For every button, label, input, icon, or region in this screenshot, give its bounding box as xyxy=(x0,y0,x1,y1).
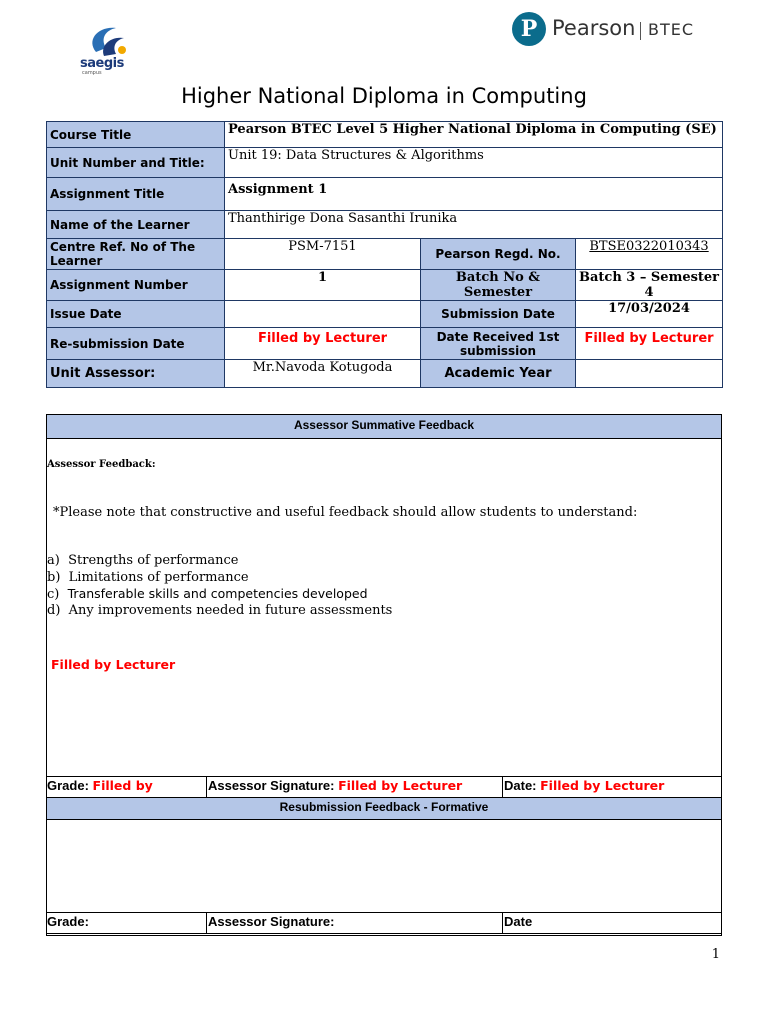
signature-value: Filled by Lecturer xyxy=(338,778,463,793)
date-label: Date: xyxy=(504,778,537,793)
course-title-label: Course Title xyxy=(47,122,225,148)
list-item xyxy=(47,570,249,585)
table-row xyxy=(47,328,723,360)
unit-assessor-label: Unit Assessor: xyxy=(47,360,225,388)
grade-row xyxy=(47,776,721,798)
date-value: Filled by Lecturer xyxy=(540,778,665,793)
table-row xyxy=(47,178,723,211)
point-improvements: Any improvements needed in future assessments xyxy=(68,603,393,618)
grade-cell xyxy=(47,777,205,797)
saegis-logo xyxy=(76,22,146,78)
grade2-cell xyxy=(47,913,205,933)
signature2-label: Assessor Signature: xyxy=(208,914,335,929)
date2-cell xyxy=(504,913,720,933)
pearson-regd-value: BTSE0322010343 xyxy=(576,239,723,270)
column-divider xyxy=(502,913,503,933)
submission-date-label: Submission Date xyxy=(421,301,576,328)
logo-divider xyxy=(640,22,641,40)
resubmission-feedback-heading: Resubmission Feedback - Formative xyxy=(47,798,721,820)
assignment-info-table xyxy=(46,121,723,388)
academic-year-value xyxy=(576,360,723,388)
date2-label: Date xyxy=(504,914,533,929)
assignment-title-value: Assignment 1 xyxy=(225,178,723,211)
summative-feedback-heading: Assessor Summative Feedback xyxy=(47,415,721,439)
centre-ref-value: PSM-7151 xyxy=(225,239,421,270)
saegis-campus: campus xyxy=(82,70,102,76)
table-row xyxy=(47,148,723,178)
date-cell xyxy=(504,777,720,797)
pearson-btec-logo xyxy=(512,12,702,50)
page-title: Higher National Diploma in Computing xyxy=(181,84,587,108)
unit-label: Unit Number and Title: xyxy=(47,148,225,178)
table-row xyxy=(47,239,723,270)
list-marker: d) xyxy=(47,603,61,618)
submission-date-value: 17/03/2024 xyxy=(576,301,723,328)
page-number: 1 xyxy=(711,947,720,962)
list-item xyxy=(47,553,239,568)
column-divider xyxy=(206,913,207,933)
signature2-cell xyxy=(208,913,502,933)
table-row xyxy=(47,211,723,239)
table-row xyxy=(47,301,723,328)
grade-value: Filled by xyxy=(92,778,153,793)
table-row xyxy=(47,360,723,388)
grade-label: Grade: xyxy=(47,778,89,793)
resubmission-date-label: Re-submission Date xyxy=(47,328,225,360)
unit-assessor-value: Mr.Navoda Kotugoda xyxy=(225,360,421,388)
date-received-value: Filled by Lecturer xyxy=(576,328,723,360)
pearson-word: Pearson xyxy=(552,16,636,40)
list-marker: b) xyxy=(47,570,61,585)
table-row xyxy=(47,270,723,301)
pearson-mark-icon: P xyxy=(512,12,546,46)
course-title-value: Pearson BTEC Level 5 Higher National Diploma in Computing (SE) xyxy=(225,122,723,148)
point-strengths: Strengths of performance xyxy=(68,553,239,568)
point-transferable: Transferable skills and competencies developed xyxy=(67,586,368,601)
filled-by-lecturer-note: Filled by Lecturer xyxy=(51,657,176,672)
batch-label: Batch No & Semester xyxy=(421,270,576,301)
resubmission-date-value: Filled by Lecturer xyxy=(225,328,421,360)
column-divider xyxy=(206,777,207,797)
unit-value: Unit 19: Data Structures & Algorithms xyxy=(225,148,723,178)
table-row xyxy=(47,122,723,148)
issue-date-value xyxy=(225,301,421,328)
saegis-brand: saegis xyxy=(80,56,124,71)
grade-row-resubmission xyxy=(47,912,721,934)
learner-label: Name of the Learner xyxy=(47,211,225,239)
date-received-label: Date Received 1st submission xyxy=(421,328,576,360)
list-item xyxy=(47,603,392,618)
list-item xyxy=(47,586,368,602)
assignment-number-value: 1 xyxy=(225,270,421,301)
academic-year-label: Academic Year xyxy=(421,360,576,388)
btec-word: BTEC xyxy=(648,20,695,39)
feedback-section xyxy=(46,414,722,936)
grade2-label: Grade: xyxy=(47,914,89,929)
assignment-number-label: Assignment Number xyxy=(47,270,225,301)
feedback-note: *Please note that constructive and useful feedback should allow students to understand: xyxy=(53,505,638,520)
signature-label: Assessor Signature: xyxy=(208,778,335,793)
point-limitations: Limitations of performance xyxy=(68,570,249,585)
pearson-regd-label: Pearson Regd. No. xyxy=(421,239,576,270)
batch-value: Batch 3 – Semester 4 xyxy=(576,270,723,301)
list-marker: c) xyxy=(47,587,60,602)
assessor-feedback-label: Assessor Feedback: xyxy=(47,459,156,470)
centre-ref-label: Centre Ref. No of The Learner xyxy=(47,239,225,270)
issue-date-label: Issue Date xyxy=(47,301,225,328)
column-divider xyxy=(502,777,503,797)
learner-value: Thanthirige Dona Sasanthi Irunika xyxy=(225,211,723,239)
assignment-title-label: Assignment Title xyxy=(47,178,225,211)
list-marker: a) xyxy=(47,553,60,568)
signature-cell xyxy=(208,777,502,797)
